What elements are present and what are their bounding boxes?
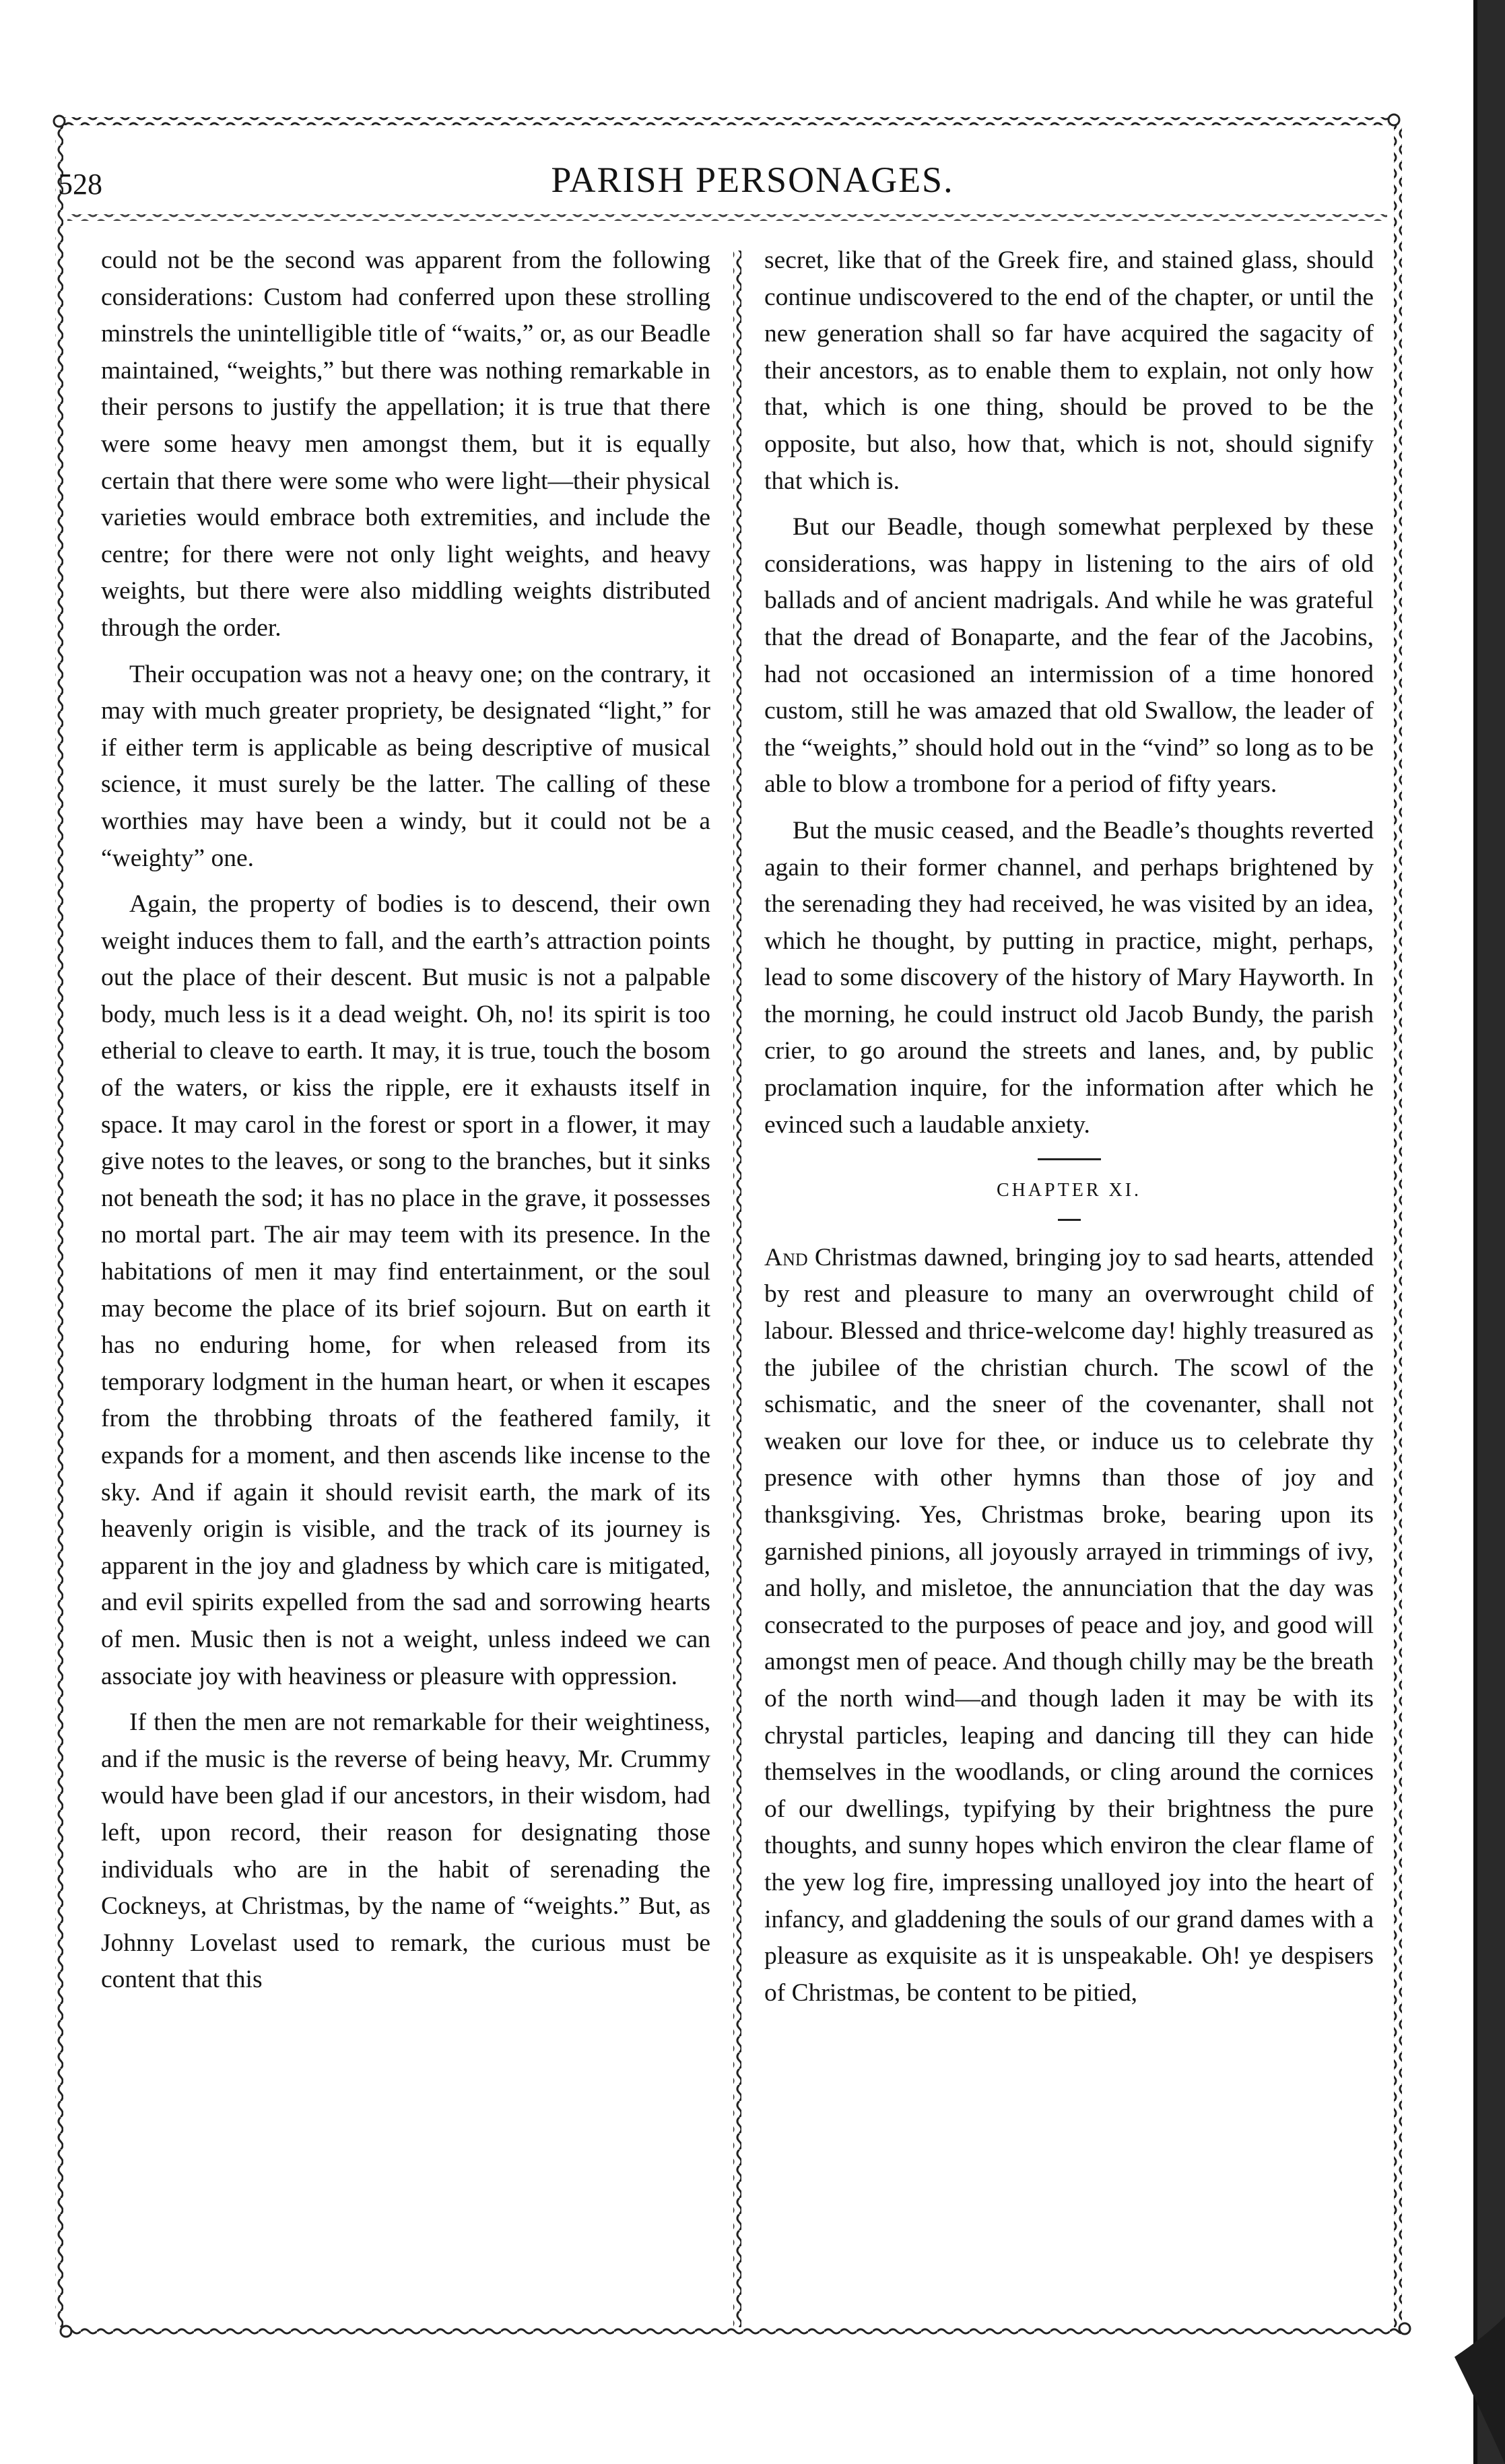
corner-ornament-bottom-right [1399,2323,1410,2334]
paragraph: secret, like that of the Greek fire, and stained glass, should continue undiscovered to the end of the chapter, or until the new generation shall so far have acquired the sagacity of their ancestors, as to enable them to explain, not only how that, which is one thing, should be proved to be the opposite, but also, how that, which is not, should signify that which is. [764,246,1374,495]
corner-ornament-top-right [1389,114,1399,125]
chapter-first-word: And [764,1243,808,1271]
border-top [59,117,1390,125]
column-divider [733,251,741,2327]
paragraph: But the music ceased, and the Beadle’s thoughts reverted again to their former channel, and perhaps brightened by the serenading they had received, he was visited by an idea, which he thought, by putting in practice, might, perhaps, lead to some discovery of the history of Mary Hayworth. In the morning, he could instruct old Jacob Bundy, the parish crier, to go around the streets and lanes, and, by public proclamation inquire, for the information after which he evinced such a laudable anxiety. [764,816,1374,1139]
corner-ornament-top-left [54,116,65,127]
binding-shadow [1477,0,1505,2464]
paragraph: Again, the property of bodies is to descend, their own weight induces them to fall, and the earth’s attraction points out the place of their descent. But music is not a palpable body, much less is it a dead weight. Oh, no! its spirit is too etherial to cleave to earth. It may, it is true, touch the bosom of the waters, or kiss the ripple, ere it exhausts itself in space. It may carol in the forest or sport in a flower, it may give notes to the leaves, or song to the branches, but it sinks not beneath the sod; it has no place in the grave, it possesses no mortal part. The air may teem with its presence. In the habitations of men it may find entertainment, or the soul may become the place of its brief sojourn. But on earth it has no enduring home, for when released from its temporary lodgment in the human heart, or when it escapes from the throbbing throats of the feathered family, it expands for a moment, and then ascends like incense to the sky. And if again it should revisit earth, the mark of its heavenly origin is visible, and the track of its journey is apparent in the joy and gladness by which care is mitigated, and evil spirits expelled from the sad and sorrowing hearts of men. Music then is not a weight, unless indeed we can associate joy with heaviness or pleasure with oppression. [101,890,710,1690]
section-rule [1038,1158,1101,1160]
border-left [55,125,63,2327]
header-rule [67,214,1387,221]
right-column [764,242,1374,2011]
corner-ornament-bottom-left [61,2326,71,2337]
chapter-paragraph-text: Christmas dawned, bringing joy to sad hearts, attended by rest and pleasure to many an overwrought child of labour. Blessed and thrice-welcome day! highly treasured as the jubilee of the christian church. The scowl of the schismatic, and the sneer of the covenanter, shall not weaken our love for thee, or induce us to celebrate thy presence with other hymns than those of joy and thanksgiving. Yes, Christmas broke, bearing upon its garnished pinions, all joyously arrayed in trimmings of ivy, and holly, and misletoe, the annunciation that the day was consecrated to the purposes of peace and joy, and good will amongst men of peace. And though chilly may be the breath of the north wind—and though laden it may be with its chrystal particles, leaping and dancing till they can hide themselves in the woodlands, or cling around the cornices of our dwellings, typifying by their brightness the pure thoughts, and sunny hopes which environ the clear flame of the yew log fire, impressing unalloyed joy into the heart of infancy, and gladdening the souls of our grand dames with a pleasure as exquisite as it is unspeakable. Oh! ye despisers of Christmas, be content to be pitied, [764,1243,1374,2007]
chapter-paragraph [764,1240,1374,2011]
running-title: PARISH PERSONAGES. [551,160,954,200]
paragraph: If then the men are not remarkable for their weightiness, and if the music is the reverse of being heavy, Mr. Crummy would have been glad if our ancestors, in their wisdom, had left, upon record, their reason for designating those individuals who are in the habit of serenading the Cockneys, at Christmas, by the name of “weights.” But, as Johnny Lovelast used to remark, the curious must be content that this [101,1708,710,1994]
paragraph: Their occupation was not a heavy one; on the contrary, it may with much greater propriety, be designated “light,” for if either term is applicable as being descriptive of musical science, it must surely be the latter. The calling of these worthies may have been a windy, but it could not be a “weighty” one. [101,660,710,872]
chapter-dash [1058,1219,1081,1221]
page-number: 528 [58,168,102,201]
binding-edge [1473,0,1477,2464]
border-right [1394,125,1402,2327]
paragraph: But our Beadle, though somewhat perplexed by these considerations, was happy in listening to the airs of old ballads and of ancient madrigals. And while he was grateful that the dread of Bonaparte, and the fear of the Jacobins, had not occasioned an intermission of a time honored custom, still he was amazed that old Swallow, the leader of the “weights,” should hold out in the “vind” so long as to be able to blow a trombone for a period of fifty years. [764,513,1374,799]
left-column [101,242,710,1999]
chapter-heading: CHAPTER XI. [996,1180,1142,1201]
border-bottom [67,2327,1401,2335]
page-header [0,159,1505,206]
paragraph: could not be the second was apparent from the following considerations: Custom had conferred upon these strolling minstrels the unintelligible title of “waits,” or, as our Beadle maintained, “weights,” but there was nothing remarkable in their persons to justify the appellation; it is true that there were some heavy men amongst them, but it is equally certain that there were some who were light—their physical varieties would embrace both extremities, and include the centre; for there were not only light weights, and heavy weights, but there were also middling weights distributed through the order. [101,246,710,642]
